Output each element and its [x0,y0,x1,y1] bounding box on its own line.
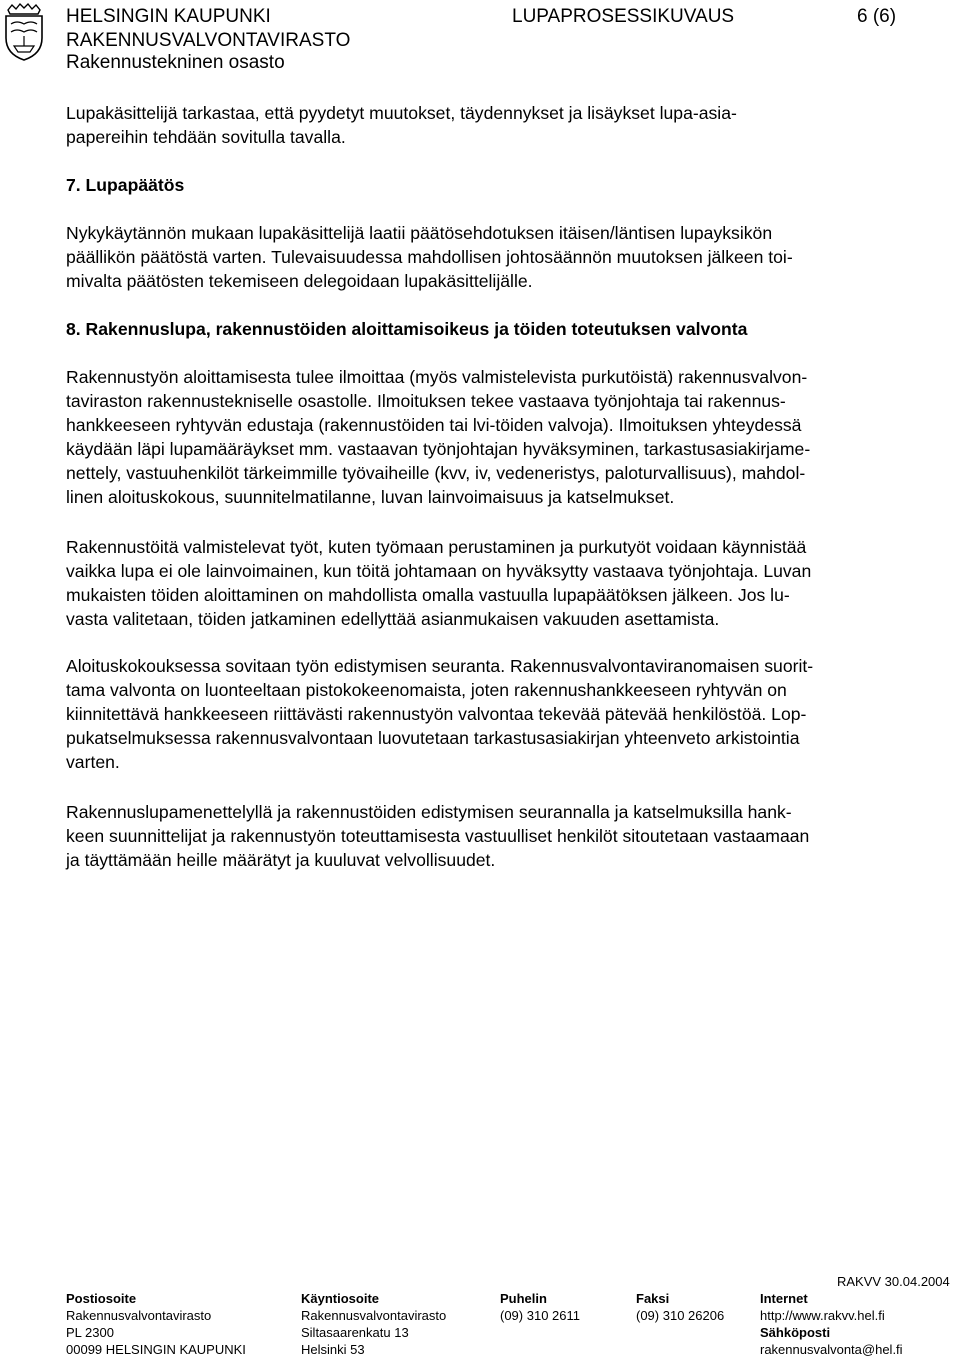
intro-paragraph [66,101,956,149]
text-line: hankkeeseen ryhtyvän edustaja (rakennustöiden tai lvi-töiden valvoja). Ilmoituksen yhteydessä [66,415,802,435]
footer-label: Käyntiosoite [301,1291,380,1306]
text-line: vasta valitetaan, töiden jatkaminen edellyttää asianmukaisen vakuuden asettamista. [66,609,720,629]
header-page-number: 6 (6) [857,6,897,27]
section-8-paragraph-2 [66,535,956,631]
footer-label: Postiosoite [66,1291,137,1306]
footer-value: (09) 310 2611 [500,1308,580,1323]
text-line: ja täyttämään heille määrätyt ja kuuluvat velvollisuudet. [66,850,496,870]
section-8-heading: 8. Rakennuslupa, rakennustöiden aloittamisoikeus ja töiden toteutuksen valvonta [66,319,748,339]
header-doc-type: LUPAPROSESSIKUVAUS [512,6,735,27]
footer-label: Puhelin [500,1291,547,1306]
header-unit: Rakennustekninen osasto [66,52,285,73]
section-8-paragraph-3 [66,654,956,774]
footer-value: Siltasaarenkatu 13 [301,1325,409,1340]
footer-value: Rakennusvalvontavirasto [301,1308,447,1323]
text-line: taviraston rakennustekniselle osastolle. Ilmoituksen tekee vastaava työnjohtaja tai rakennus- [66,391,786,411]
footer-value: PL 2300 [66,1325,114,1340]
header-org: HELSINGIN KAUPUNKI [66,6,271,27]
text-line: tama valvonta on luonteeltaan pistokokeenomaista, joten rakennushankkeeseen ryhtyvän on [66,680,787,700]
text-line: käydään läpi lupamääräykset mm. vastaavan työnjohtajan hyväksyminen, tarkastusasiakirjame- [66,439,811,459]
footer-value: 00099 HELSINGIN KAUPUNKI [66,1342,246,1357]
text-line: Rakennustyön aloittamisesta tulee ilmoittaa (myös valmistelevista purkutöistä) rakennusvalvon- [66,367,808,387]
text-line: Rakennustöitä valmistelevat työt, kuten työmaan perustaminen ja purkutyöt voidaan käynnistää [66,537,807,557]
text-line: papereihin tehdään sovitulla tavalla. [66,127,346,147]
footer-website-link[interactable]: http://www.rakvv.hel.fi [760,1308,885,1323]
footer-label: Sähköposti [760,1325,831,1340]
section-8-paragraph-4 [66,800,956,872]
footer-internet [760,1290,903,1358]
footer-email-link[interactable]: rakennusvalvonta@hel.fi [760,1342,903,1357]
footer-value: Helsinki 53 [301,1342,365,1357]
text-line: mivalta päätösten tekemiseen delegoidaan lupakäsittelijälle. [66,271,533,291]
footer-puhelin [500,1290,580,1324]
footer-label: Internet [760,1291,808,1306]
text-line: nettely, vastuuhenkilöt tärkeimmille työvaiheille (kvv, iv, vedeneristys, paloturvallisuus), mahdol- [66,463,806,483]
text-line: linen aloituskokous, suunnitelmatilanne, luvan lainvoimaisuus ja katselmukset. [66,487,675,507]
text-line: keen suunnittelijat ja rakennustyön toteuttamisesta vastuulliset henkilöt sitoutetaan vastaamaan [66,826,810,846]
text-line: varten. [66,752,120,772]
text-line: päällikön päätöstä varten. Tulevaisuudessa mahdollisen johtosäännön muutoksen jälkeen toi- [66,247,793,267]
footer-value: Rakennusvalvontavirasto [66,1308,212,1323]
text-line: Nykykäytännön mukaan lupakäsittelijä laatii päätösehdotuksen itäisen/läntisen lupayksikön [66,223,773,243]
section-7-heading: 7. Lupapäätös [66,175,185,195]
footer-value: (09) 310 26206 [636,1308,725,1323]
footer-faksi [636,1290,724,1324]
section-7-paragraph [66,221,956,293]
text-line: Rakennuslupamenettelyllä ja rakennustöiden edistymisen seurannalla ja katselmuksilla hank- [66,802,792,822]
footer-label: Faksi [636,1291,670,1306]
footer-kayntiosoite [301,1290,446,1358]
text-line: mukaisten töiden aloittaminen on mahdollista omalla vastuulla lupapäätöksen jälkeen. Jos lu- [66,585,790,605]
text-line: vaikka lupa ei ole lainvoimainen, kun töitä johtamaan on hyväksytty vastaava työnjohtaja. Luvan [66,561,812,581]
text-line: Lupakäsittelijä tarkastaa, että pyydetyt muutokset, täydennykset ja lisäykset lupa-asia- [66,103,737,123]
text-line: Aloituskokouksessa sovitaan työn edistymisen seuranta. Rakennusvalvontaviranomaisen suorit- [66,656,814,676]
text-line: pukatselmuksessa rakennusvalvontaan luovutetaan tarkastusasiakirjan yhteenveto arkistointia [66,728,800,748]
text-line: kiinnitettävä hankkeeseen riittävästi rakennustyön valvontaa tekevää pätevää henkilöstöä. Lop- [66,704,807,724]
footer-postiosoite [66,1290,246,1358]
footer-doc-code: RAKVV 30.04.2004 [837,1274,950,1289]
header-department: RAKENNUSVALVONTAVIRASTO [66,30,351,51]
helsinki-crest-icon [2,2,46,62]
section-8-paragraph-1 [66,365,956,509]
